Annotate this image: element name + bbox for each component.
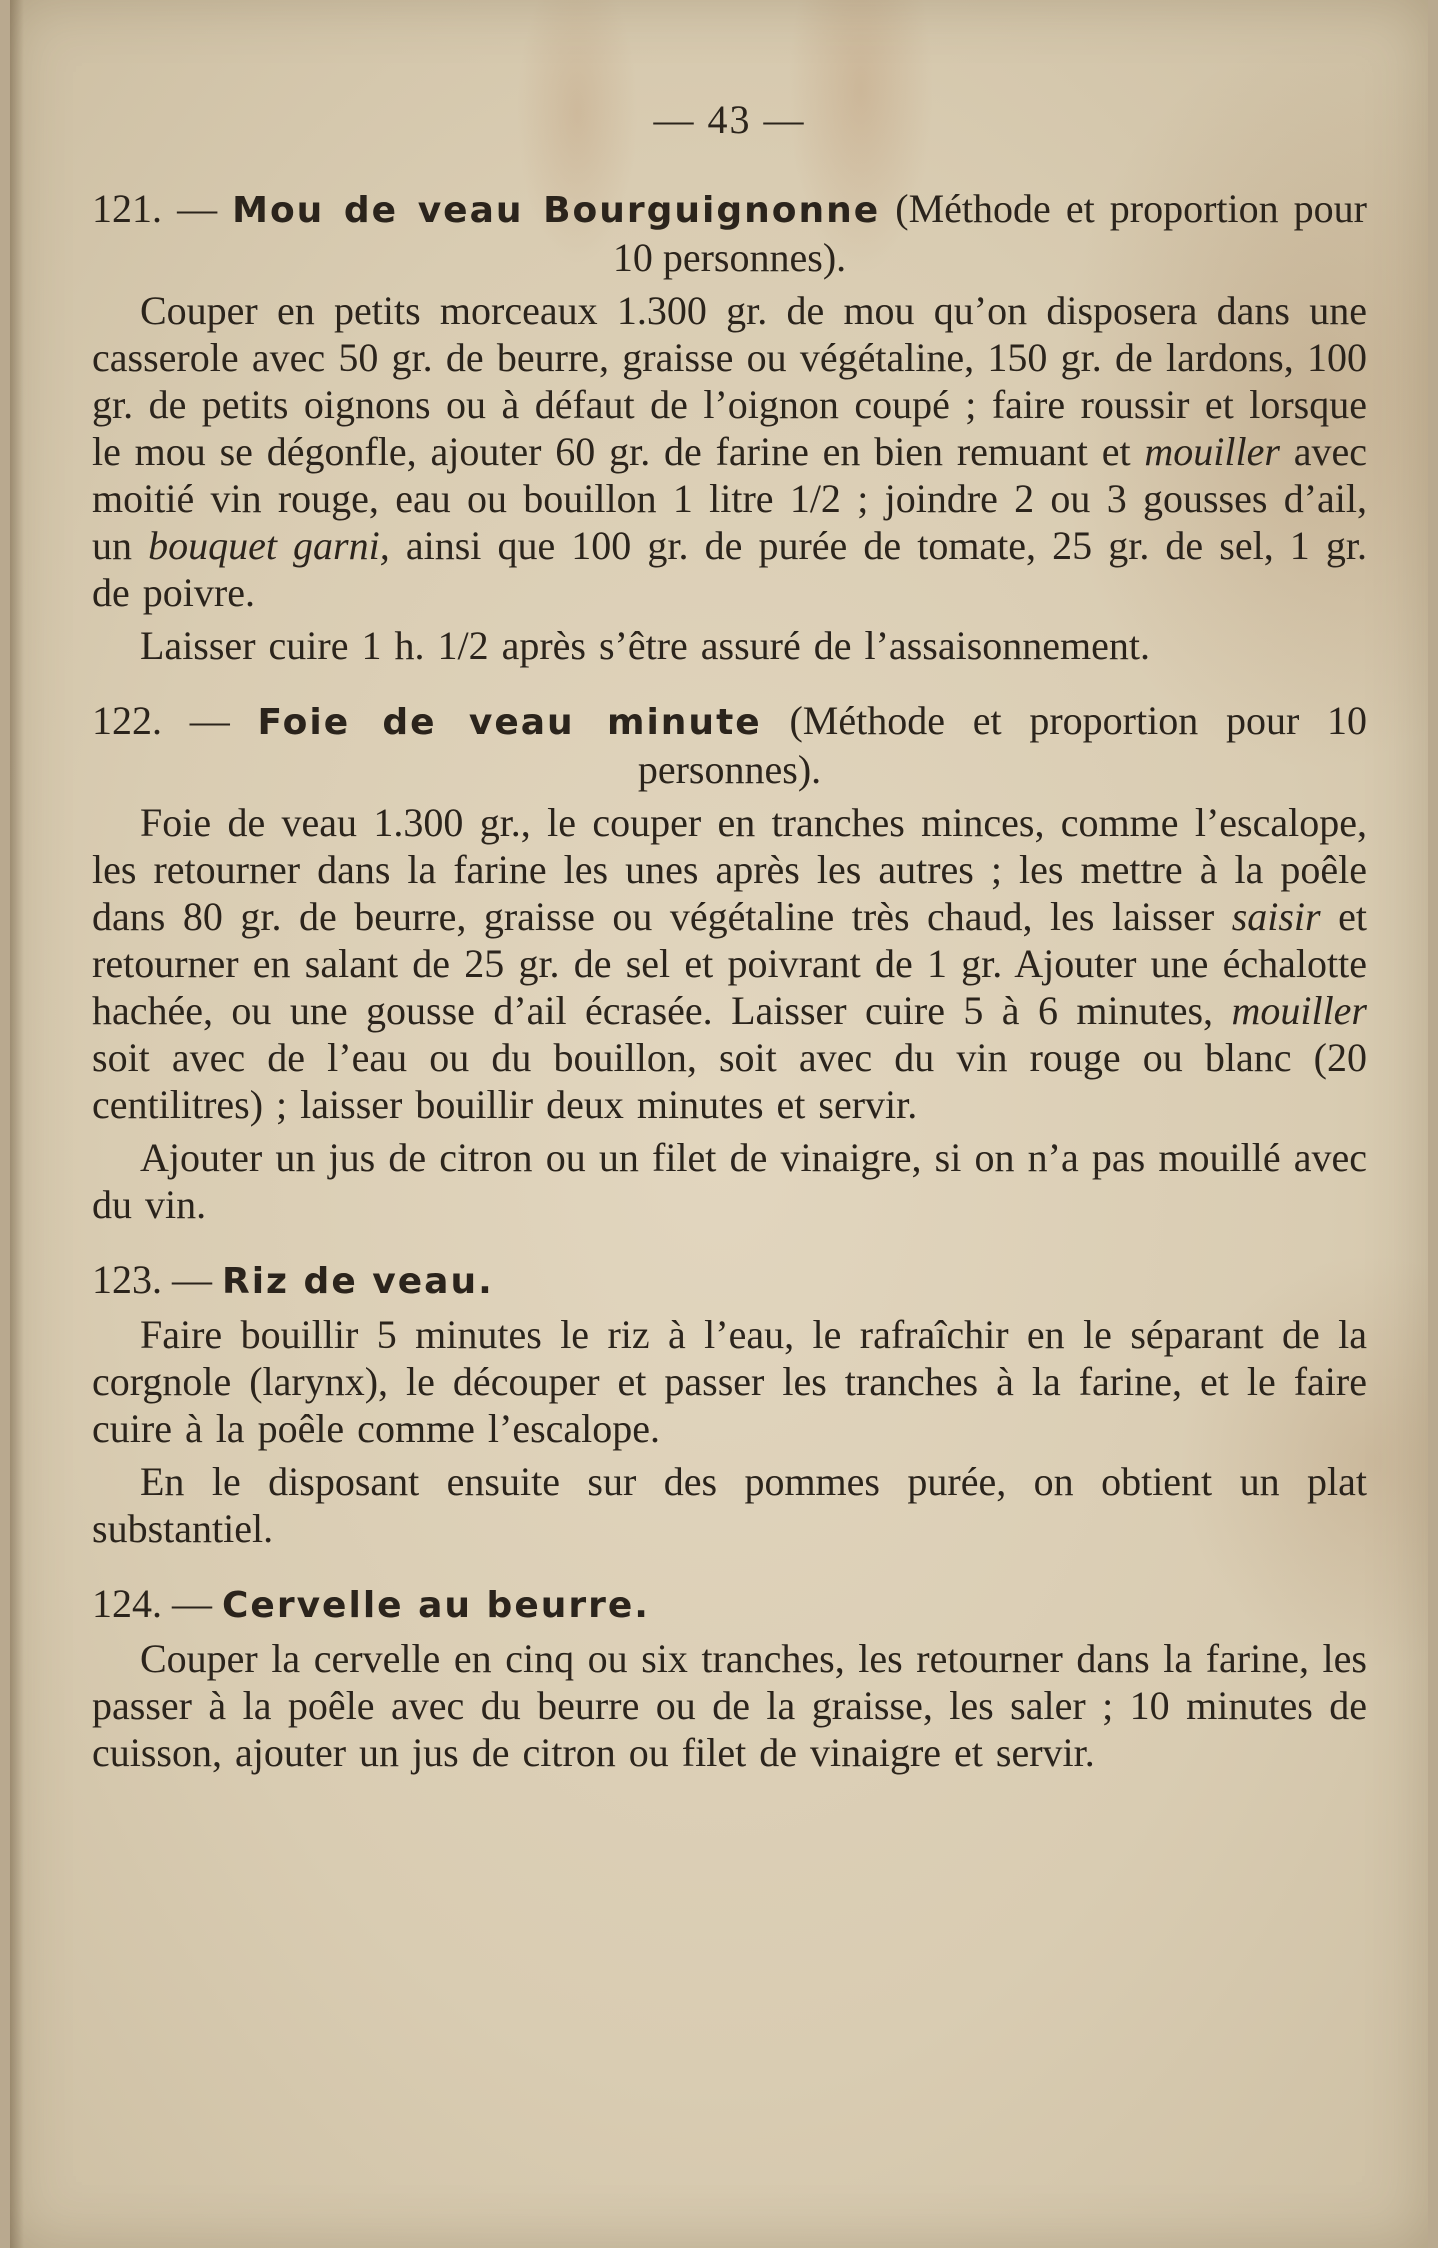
text-run: Laisser cuire 1 h. 1/2 après s’être assuré de l’assaisonnement.	[140, 623, 1150, 668]
recipe-122	[92, 697, 1367, 1228]
recipe-124	[92, 1580, 1367, 1776]
text-run: Ajouter un jus de citron ou un filet de vinaigre, si on n’a pas mouillé avec du vin.	[92, 1135, 1367, 1227]
text-run: soit avec de l’eau ou du bouillon, soit avec du vin rouge ou blanc (20 centilitres) ; laisser bouillir deux minutes et servir.	[92, 1035, 1367, 1127]
recipe-number: 123.	[92, 1257, 162, 1302]
italic-term: mouiller	[1231, 988, 1367, 1033]
book-page	[10, 0, 1428, 2248]
text-run: Foie de veau 1.300 gr., le couper en tranches minces, comme l’escalope, les retourner dans la farine les unes après les autres ; les mettre à la poêle dans 80 gr. de beurre, graisse ou végétaline très chaud, les laisser	[92, 800, 1367, 939]
recipe-header	[92, 185, 1367, 281]
text-run: Couper en petits morceaux 1.300 gr. de mou qu’on disposera dans une casserole avec 50 gr. de beurre, graisse ou végétaline, 150 gr. de lardons, 100 gr. de petits oignons ou à défaut de l’oignon coupé ; faire roussir et lorsque le mou se dégonfle, ajouter 60 gr. de farine en bien remuant et	[92, 288, 1367, 474]
recipe-dash: —	[162, 186, 233, 231]
recipe-number: 121.	[92, 186, 162, 231]
recipe-paragraph	[92, 799, 1367, 1128]
italic-term: saisir	[1231, 894, 1321, 939]
text-run: et retourner en salant de 25 gr. de sel et poivrant de 1 gr. Ajouter une échalotte hachée, ou une gousse d’ail écrasée. Laisser cuire 5 à 6 minutes,	[92, 894, 1367, 1033]
recipe-header	[92, 697, 1367, 793]
text-run: Couper la cervelle en cinq ou six tranches, les retourner dans la farine, les passer à la poêle avec du beurre ou de la graisse, les saler ; 10 minutes de cuisson, ajouter un jus de citron ou filet de vinaigre et servir.	[92, 1636, 1367, 1775]
recipe-title: Mou de veau Bourguignonne	[232, 190, 881, 231]
recipe-subtitle: (Méthode et proportion pour 10 personnes).	[637, 698, 1368, 792]
recipe-subtitle: (Méthode et proportion pour 10 personnes).	[612, 186, 1367, 280]
recipe-title: Cervelle au beurre.	[222, 1585, 650, 1626]
recipe-header	[92, 1580, 1367, 1629]
recipe-paragraph	[92, 1458, 1367, 1552]
text-run: avec moitié vin rouge, eau ou bouillon 1 litre 1/2 ; joindre 2 ou 3 gousses d’ail, un	[92, 429, 1368, 568]
page-content	[92, 96, 1367, 1804]
recipe-paragraph	[92, 287, 1367, 616]
recipe-dash: —	[162, 1581, 222, 1626]
recipe-paragraph	[92, 1635, 1367, 1776]
recipe-title: Foie de veau minute	[257, 702, 762, 743]
recipe-number: 122.	[92, 698, 162, 743]
recipe-header	[92, 1256, 1367, 1305]
recipe-paragraph	[92, 1311, 1367, 1452]
recipe-dash: —	[162, 1257, 222, 1302]
italic-term: bouquet garni,	[148, 523, 390, 568]
recipe-123	[92, 1256, 1367, 1552]
recipe-number: 124.	[92, 1581, 162, 1626]
text-run: En le disposant ensuite sur des pommes purée, on obtient un plat substantiel.	[92, 1459, 1367, 1551]
page-number: — 43 —	[653, 97, 806, 142]
italic-term: mouiller	[1144, 429, 1280, 474]
text-run: ainsi que 100 gr. de purée de tomate, 25 gr. de sel, 1 gr. de poivre.	[92, 523, 1368, 615]
recipe-paragraph	[92, 622, 1367, 669]
recipe-121	[92, 185, 1367, 669]
recipe-dash: —	[162, 698, 258, 743]
recipe-paragraph	[92, 1134, 1367, 1228]
recipe-title: Riz de veau.	[222, 1261, 494, 1302]
text-run: Faire bouillir 5 minutes le riz à l’eau, le rafraîchir en le séparant de la corgnole (larynx), le découper et passer les tranches à la farine, et le faire cuire à la poêle comme l’escalope.	[92, 1312, 1367, 1451]
